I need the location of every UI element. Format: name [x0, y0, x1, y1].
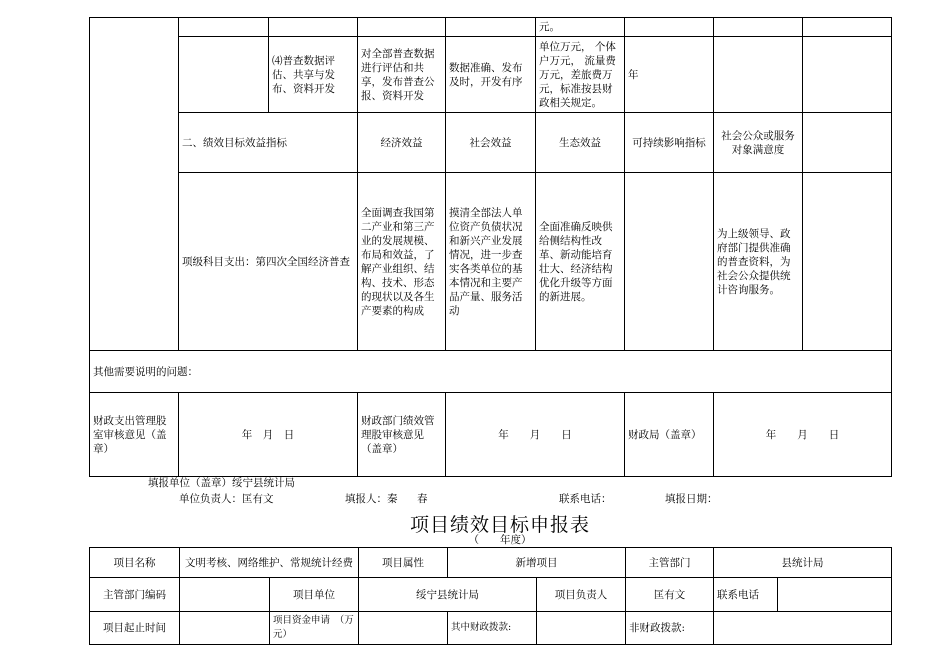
economic-benefit-header: 经济效益: [358, 113, 446, 173]
finance-bureau-seal: 财政局（盖章）: [625, 393, 714, 477]
other-notes: 其他需要说明的问题：: [90, 351, 892, 393]
filler-name: 春: [417, 493, 428, 505]
fiscal-label: 其中财政拨款:: [448, 612, 537, 645]
contact-phone-label: 联系电话: [714, 578, 778, 612]
form-year: （ 年度）: [468, 534, 532, 546]
satisfaction-header: 社会公众或服务对象满意度: [714, 113, 803, 173]
benefit-indicator-label: 二、绩效目标效益指标: [179, 113, 358, 173]
review-date-2: 年 月 日: [446, 393, 625, 477]
review-date-3: 年 月 日: [714, 393, 892, 477]
dept-value: 县统计局: [714, 548, 892, 578]
project-name-value: 文明考核、网络维护、常规统计经费: [180, 548, 359, 578]
ecological-benefit-header: 生态效益: [536, 113, 625, 173]
fill-date-label: 填报日期：: [665, 493, 718, 505]
sustainable-impact-header: 可持续影响指标: [625, 113, 714, 173]
project-name-label: 项目名称: [90, 548, 180, 578]
social-benefit-text: 摸清全部法人单位资产负债状况和新兴产业发展情况，进一步查实各类单位的基本情况和主要产品产量、服务活动: [446, 173, 536, 351]
project-resp-label: 项目负责人: [537, 578, 626, 612]
performance-table: [89, 17, 892, 477]
subject-expense-label: 项级科目支出：第四次全国经济普查: [179, 173, 358, 351]
project-time-label: 项目起止时间: [90, 612, 180, 645]
economic-benefit-text: 全面调查我国第二产业和第三产业的发展规模、布局和效益，了解产业组织、结构、技术、形态的现状以及各生产要素的构成: [358, 173, 446, 351]
filler-label: 填报人：秦: [345, 493, 398, 505]
performance-review: 财政部门绩效管理股审核意见（盖章）: [358, 393, 446, 477]
fund-request-label: 项目资金申请 （万元）: [270, 612, 359, 645]
task-req-cell: 数据准确、发布及时，开发有序: [446, 37, 536, 113]
review-date-1: 年 月 日: [179, 393, 358, 477]
dept-code-value: [180, 578, 270, 612]
project-attr-label: 项目属性: [359, 548, 448, 578]
project-resp-value: 匡有文: [626, 578, 714, 612]
task-year-cell: 年: [625, 37, 714, 113]
task-item-cell: ⑷普查数据评估、共享与发布、资料开发: [269, 37, 358, 113]
satisfaction-text: 为上级领导、政府部门提供准确的普查资料，为社会公众提供统计咨询服务。: [714, 173, 803, 351]
left-merged-cell: [90, 18, 179, 351]
project-attr-value: 新增项目: [448, 548, 626, 578]
fill-unit: 填报单位（盖章）绥宁县统计局: [148, 477, 295, 489]
dept-code-label: 主管部门编码: [90, 578, 180, 612]
nonfiscal-label: 非财政拨款:: [626, 612, 714, 645]
phone-label: 联系电话：: [559, 493, 612, 505]
unit-leader: 单位负责人：匡有文: [179, 493, 274, 505]
ecological-benefit-text: 全面准确反映供给侧结构性改革、新动能培育壮大、经济结构优化升级等方面的新进展。: [536, 173, 625, 351]
task-budget-cell: 单位万元， 个体户万元， 流量费万元，差旅费万元，标准按县财政相关规定。: [536, 37, 625, 113]
dept-label: 主管部门: [626, 548, 714, 578]
project-form-table: [89, 547, 892, 645]
project-unit-label: 项目单位: [270, 578, 359, 612]
finance-expense-review: 财政支出管理股室审核意见（盖章）: [90, 393, 179, 477]
form-title: 项目绩效目标申报表: [409, 514, 590, 536]
task-desc-cell: 对全部普查数据进行评估和共享，发布普查公报、资料开发: [358, 37, 446, 113]
budget-cell-top: 元。: [536, 18, 625, 37]
social-benefit-header: 社会效益: [446, 113, 536, 173]
project-unit-value: 绥宁县统计局: [359, 578, 537, 612]
